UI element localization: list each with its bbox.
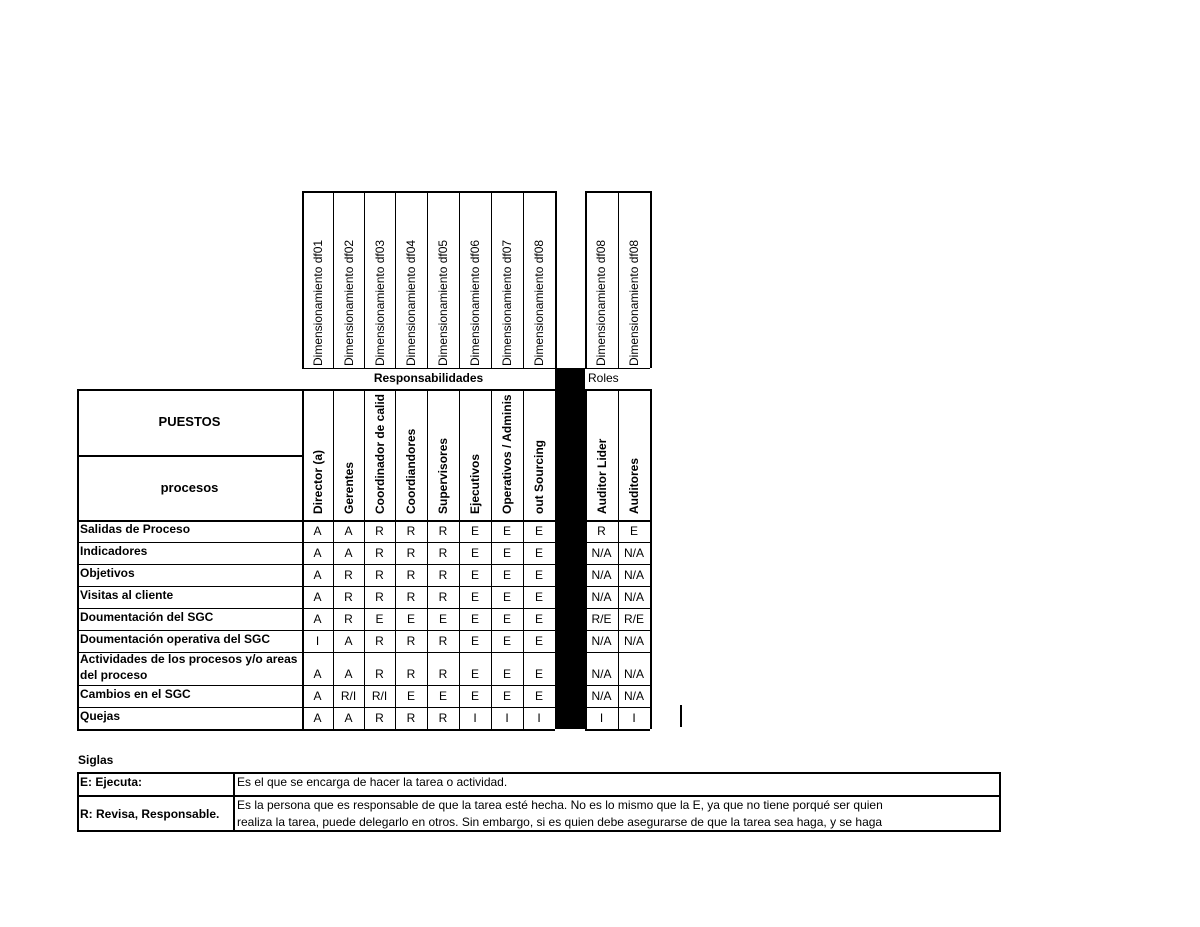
cell-value: A bbox=[344, 524, 353, 538]
cell-value: R bbox=[375, 590, 384, 604]
role-cell-value: N/A bbox=[591, 568, 612, 582]
column-header-1: Director (a) bbox=[311, 449, 325, 514]
row-label: Doumentación del SGC bbox=[80, 610, 214, 624]
top-header-2: Dimensionamiento df02 bbox=[342, 239, 356, 366]
cell-value: R bbox=[406, 568, 416, 582]
cell-value: E bbox=[502, 546, 511, 560]
cell-value: R bbox=[438, 524, 448, 538]
top-header-7: Dimensionamiento df07 bbox=[500, 239, 514, 366]
cell-value: E bbox=[534, 689, 543, 703]
cell-value: R bbox=[438, 568, 448, 582]
cell-value: E bbox=[534, 634, 543, 648]
role-cell-value: R/E bbox=[591, 612, 612, 626]
cell-value: A bbox=[313, 667, 322, 681]
top-header-role-2: Dimensionamiento df08 bbox=[627, 239, 641, 366]
cell-value: A bbox=[313, 612, 322, 626]
column-header-4: Coordiandores bbox=[404, 428, 418, 514]
roles-label: Roles bbox=[588, 371, 619, 385]
text-cursor bbox=[680, 705, 682, 727]
cell-value: E bbox=[534, 568, 543, 582]
role-cell-value: R bbox=[597, 524, 606, 538]
cell-value: R bbox=[406, 711, 416, 725]
cell-value: I bbox=[473, 711, 477, 725]
cell-value: I bbox=[505, 711, 509, 725]
cell-value: E bbox=[534, 524, 543, 538]
cell-value: E bbox=[470, 546, 479, 560]
column-header-8: out Sourcing bbox=[532, 440, 546, 514]
cell-value: A bbox=[344, 546, 353, 560]
cell-value: R bbox=[375, 568, 384, 582]
role-cell-value: N/A bbox=[591, 546, 612, 560]
row-label: Salidas de Proceso bbox=[80, 522, 191, 536]
sigla-def-r-line2: realiza la tarea, puede delegarlo en otros. Sin embargo, si es quien debe asegurarse de que la tarea sea haga, y se haga bbox=[237, 815, 883, 829]
cell-value: E bbox=[534, 590, 543, 604]
role-cell-value: N/A bbox=[623, 634, 644, 648]
cell-value: R bbox=[406, 634, 416, 648]
cell-value: E bbox=[502, 568, 511, 582]
top-header-role-1: Dimensionamiento df08 bbox=[594, 239, 608, 366]
column-header-2: Gerentes bbox=[342, 461, 356, 514]
cell-value: R bbox=[406, 546, 416, 560]
cell-value: E bbox=[470, 568, 479, 582]
cell-value: R bbox=[375, 634, 384, 648]
cell-value: A bbox=[313, 524, 322, 538]
cell-value: R bbox=[375, 546, 384, 560]
cell-value: A bbox=[313, 689, 322, 703]
role-cell-value: N/A bbox=[591, 590, 612, 604]
cell-value: R bbox=[344, 612, 353, 626]
cell-value: R bbox=[438, 711, 448, 725]
role-cell-value: N/A bbox=[591, 689, 612, 703]
responsabilidades-label: Responsabilidades bbox=[373, 371, 484, 385]
cell-value: E bbox=[502, 524, 511, 538]
cell-value: A bbox=[313, 568, 322, 582]
top-header-4: Dimensionamiento df04 bbox=[404, 239, 418, 366]
cell-value: R bbox=[375, 667, 384, 681]
cell-value: I bbox=[537, 711, 541, 725]
cell-value: A bbox=[313, 546, 322, 560]
cell-value: R bbox=[438, 546, 448, 560]
row-label: Objetivos bbox=[80, 566, 135, 580]
cell-value: R bbox=[344, 590, 353, 604]
role-cell-value: N/A bbox=[623, 689, 644, 703]
role-cell-value: N/A bbox=[623, 568, 644, 582]
sigla-def-e: Es el que se encarga de hacer la tarea o actividad. bbox=[237, 775, 508, 789]
procesos-label: procesos bbox=[160, 480, 219, 495]
cell-value: E bbox=[470, 524, 479, 538]
row-label: Cambios en el SGC bbox=[80, 687, 191, 701]
role-cell-value: N/A bbox=[623, 590, 644, 604]
separator-column bbox=[555, 368, 585, 729]
top-header-6: Dimensionamiento df06 bbox=[468, 239, 482, 366]
cell-value: R/I bbox=[371, 689, 388, 703]
role-cell-value: I bbox=[599, 711, 604, 725]
row-label: Actividades de los procesos y/o areas del proceso bbox=[80, 652, 298, 682]
row-label: Visitas al cliente bbox=[80, 588, 174, 602]
cell-value: E bbox=[470, 667, 479, 681]
puestos-label: PUESTOS bbox=[158, 414, 221, 429]
top-header-8: Dimensionamiento df08 bbox=[532, 239, 546, 366]
column-header-5: Supervisores bbox=[436, 437, 450, 514]
cell-value: R bbox=[438, 590, 448, 604]
cell-value: R bbox=[406, 590, 416, 604]
row-label: Doumentación operativa del SGC bbox=[80, 632, 271, 646]
cell-value: R bbox=[344, 568, 353, 582]
cell-value: E bbox=[502, 590, 511, 604]
cell-value: E bbox=[534, 612, 543, 626]
cell-value: E bbox=[502, 634, 511, 648]
role-column-header-1: Auditor Lider bbox=[595, 438, 609, 514]
cell-value: E bbox=[375, 612, 384, 626]
cell-value: R bbox=[406, 524, 416, 538]
cell-value: R bbox=[375, 711, 384, 725]
siglas-title: Siglas bbox=[78, 753, 114, 767]
role-cell-value: N/A bbox=[623, 546, 644, 560]
top-header-5: Dimensionamiento df05 bbox=[436, 239, 450, 366]
role-cell-value: N/A bbox=[591, 634, 612, 648]
column-header-7: Operativos / Adminis bbox=[500, 394, 514, 514]
row-label: Quejas bbox=[80, 709, 121, 723]
sigla-def-r-line1: Es la persona que es responsable de que la tarea esté hecha. No es lo mismo que la E, ya que no tiene porqué ser quien bbox=[237, 798, 883, 812]
cell-value: A bbox=[344, 667, 353, 681]
cell-value: R bbox=[438, 634, 448, 648]
top-header-1: Dimensionamiento df01 bbox=[311, 239, 325, 366]
top-header-3: Dimensionamiento df03 bbox=[373, 239, 387, 366]
cell-value: R bbox=[406, 667, 416, 681]
cell-value: E bbox=[534, 546, 543, 560]
role-cell-value: N/A bbox=[591, 667, 612, 681]
cell-value: E bbox=[502, 689, 511, 703]
cell-value: A bbox=[313, 590, 322, 604]
cell-value: E bbox=[470, 590, 479, 604]
cell-value: R bbox=[438, 667, 448, 681]
row-label: Indicadores bbox=[80, 544, 148, 558]
cell-value: E bbox=[502, 612, 511, 626]
cell-value: A bbox=[344, 634, 353, 648]
cell-value: E bbox=[438, 689, 447, 703]
cell-value: E bbox=[470, 689, 479, 703]
cell-value: E bbox=[406, 612, 415, 626]
cell-value: E bbox=[470, 612, 479, 626]
cell-value: A bbox=[344, 711, 353, 725]
column-header-3: Coordinador de calid bbox=[373, 393, 387, 514]
role-cell-value: E bbox=[629, 524, 638, 538]
column-header-6: Ejecutivos bbox=[468, 453, 482, 514]
cell-value: A bbox=[313, 711, 322, 725]
cell-value: R bbox=[375, 524, 384, 538]
cell-value: R/I bbox=[340, 689, 357, 703]
cell-value: E bbox=[470, 634, 479, 648]
cell-value: I bbox=[315, 634, 320, 648]
role-column-header-2: Auditores bbox=[627, 457, 641, 514]
role-cell-value: I bbox=[632, 711, 636, 725]
sigla-term-r: R: Revisa, Responsable. bbox=[80, 807, 220, 821]
cell-value: E bbox=[534, 667, 543, 681]
cell-value: E bbox=[406, 689, 415, 703]
role-cell-value: N/A bbox=[623, 667, 644, 681]
role-cell-value: R/E bbox=[623, 612, 644, 626]
sigla-term-e: E: Ejecuta: bbox=[80, 775, 143, 789]
cell-value: E bbox=[502, 667, 511, 681]
cell-value: E bbox=[438, 612, 447, 626]
